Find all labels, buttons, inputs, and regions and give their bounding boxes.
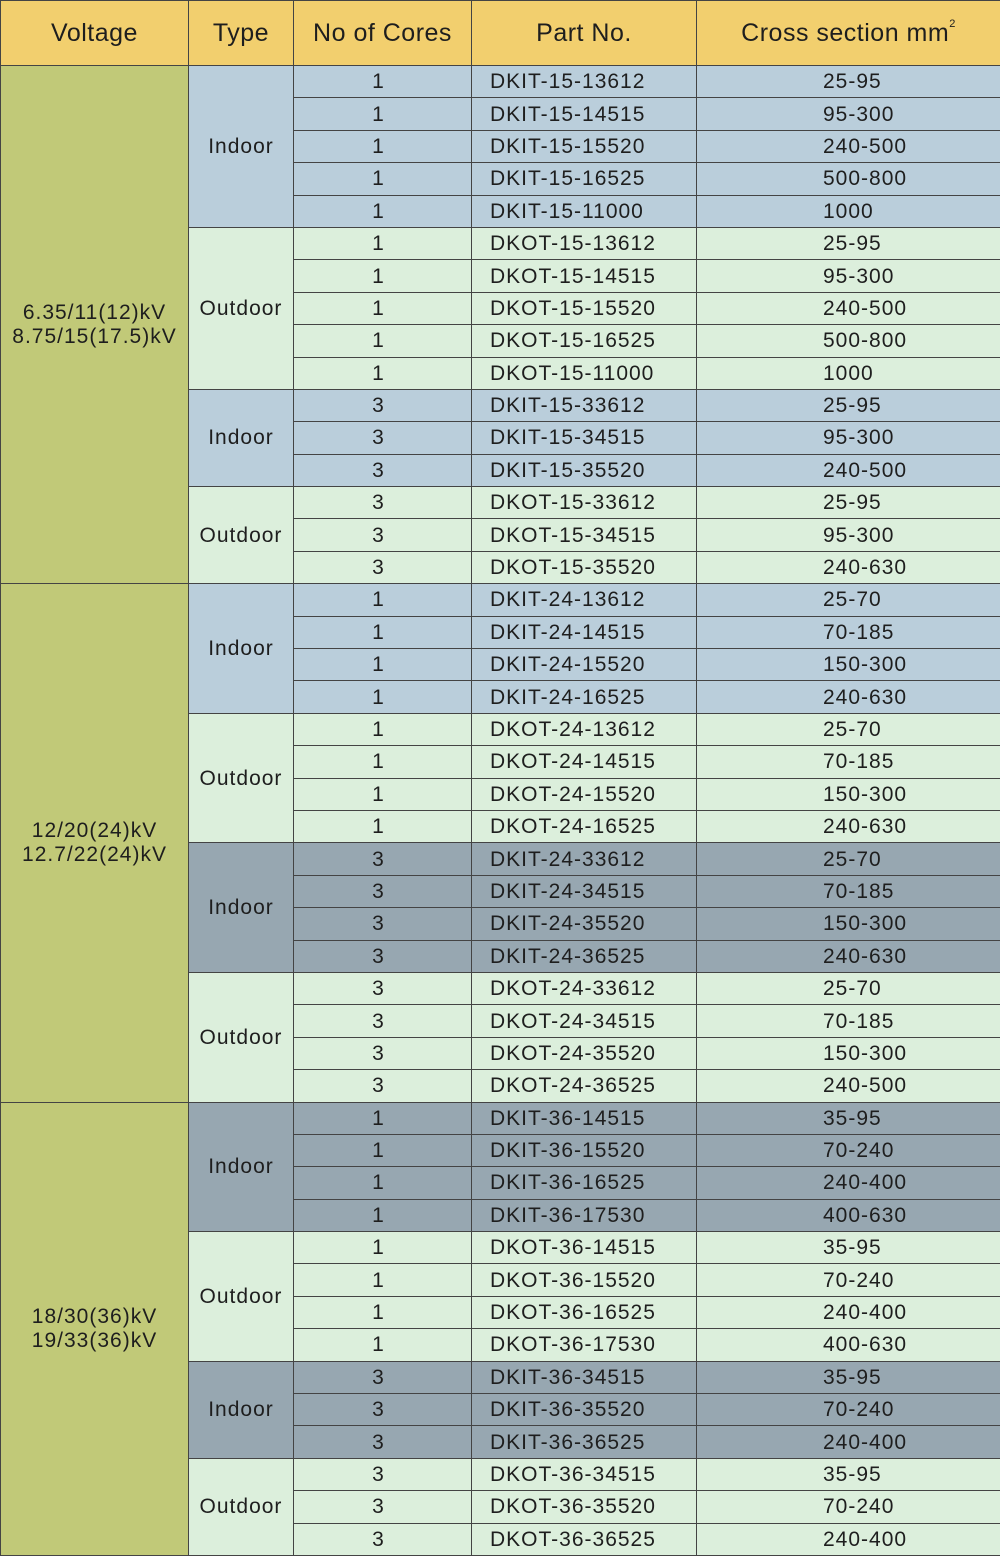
part-number-cell: DKIT-24-14515	[472, 616, 697, 648]
cross-section-cell: 35-95	[697, 1458, 1000, 1490]
cross-section-cell: 35-95	[697, 1361, 1000, 1393]
cores-cell: 3	[294, 1394, 472, 1426]
cores-cell: 1	[294, 163, 472, 195]
cores-cell: 3	[294, 454, 472, 486]
part-number-cell: DKIT-15-13612	[472, 66, 697, 98]
cross-section-cell: 150-300	[697, 649, 1000, 681]
type-cell: Outdoor	[189, 227, 294, 389]
part-number-cell: DKOT-15-16525	[472, 325, 697, 357]
cores-cell: 1	[294, 649, 472, 681]
cores-cell: 1	[294, 195, 472, 227]
voltage-rating-line: 18/30(36)kV	[31, 1304, 158, 1328]
cores-cell: 3	[294, 1005, 472, 1037]
cross-section-cell: 1000	[697, 195, 1000, 227]
type-cell: Indoor	[189, 389, 294, 486]
cross-section-cell: 25-70	[697, 972, 1000, 1004]
part-number-cell: DKOT-36-36525	[472, 1523, 697, 1555]
cores-cell: 3	[294, 519, 472, 551]
cores-cell: 1	[294, 1167, 472, 1199]
part-number-cell: DKIT-15-16525	[472, 163, 697, 195]
cores-cell: 3	[294, 1070, 472, 1102]
part-number-cell: DKOT-24-35520	[472, 1037, 697, 1069]
cross-section-cell: 240-500	[697, 292, 1000, 324]
cores-cell: 3	[294, 875, 472, 907]
type-cell: Indoor	[189, 843, 294, 973]
part-number-cell: DKIT-24-16525	[472, 681, 697, 713]
cross-section-column-header	[697, 1, 1000, 66]
type-cell: Outdoor	[189, 487, 294, 584]
cross-section-cell: 240-500	[697, 454, 1000, 486]
part-number-cell: DKOT-24-34515	[472, 1005, 697, 1037]
part-number-cell: DKIT-15-11000	[472, 195, 697, 227]
cores-cell: 1	[294, 1102, 472, 1134]
cross-section-cell: 35-95	[697, 1102, 1000, 1134]
cores-cell: 3	[294, 389, 472, 421]
type-cell: Indoor	[189, 1361, 294, 1458]
cores-cell: 3	[294, 940, 472, 972]
cores-column-header: No of Cores	[294, 1, 472, 66]
cross-section-cell: 35-95	[697, 1232, 1000, 1264]
cross-section-cell: 500-800	[697, 163, 1000, 195]
table-row	[1, 66, 1000, 98]
cross-section-cell: 150-300	[697, 778, 1000, 810]
part-number-cell: DKOT-36-35520	[472, 1491, 697, 1523]
cores-cell: 1	[294, 713, 472, 745]
cores-cell: 1	[294, 66, 472, 98]
cross-section-cell: 500-800	[697, 325, 1000, 357]
part-number-cell: DKIT-36-35520	[472, 1394, 697, 1426]
part-number-cell: DKOT-15-35520	[472, 551, 697, 583]
cross-section-cell: 150-300	[697, 908, 1000, 940]
voltage-rating-line: 12/20(24)kV	[31, 818, 158, 842]
cross-section-cell: 240-400	[697, 1167, 1000, 1199]
part-number-cell: DKOT-15-34515	[472, 519, 697, 551]
cross-section-cell: 70-240	[697, 1491, 1000, 1523]
cross-section-cell: 25-95	[697, 227, 1000, 259]
cores-cell: 1	[294, 227, 472, 259]
cross-section-cell: 400-630	[697, 1329, 1000, 1361]
cores-cell: 3	[294, 1037, 472, 1069]
cross-section-cell: 25-70	[697, 843, 1000, 875]
cores-cell: 1	[294, 130, 472, 162]
cross-section-cell: 25-95	[697, 389, 1000, 421]
part-number-cell: DKIT-24-35520	[472, 908, 697, 940]
part-number-cell: DKIT-15-34515	[472, 422, 697, 454]
part-number-cell: DKIT-15-14515	[472, 98, 697, 130]
cross-section-cell: 25-70	[697, 713, 1000, 745]
type-column-header: Type	[189, 1, 294, 66]
table-row	[1, 1102, 1000, 1134]
cores-cell: 3	[294, 1458, 472, 1490]
cores-cell: 3	[294, 972, 472, 1004]
part-number-cell: DKOT-24-15520	[472, 778, 697, 810]
part-number-cell: DKIT-36-34515	[472, 1361, 697, 1393]
part-number-cell: DKOT-24-16525	[472, 810, 697, 842]
type-cell: Indoor	[189, 1102, 294, 1232]
cross-section-cell: 70-185	[697, 1005, 1000, 1037]
cross-section-cell: 95-300	[697, 260, 1000, 292]
cross-section-cell: 95-300	[697, 98, 1000, 130]
cores-cell: 1	[294, 584, 472, 616]
part-number-cell: DKOT-15-33612	[472, 487, 697, 519]
cross-section-cell: 400-630	[697, 1199, 1000, 1231]
part-number-cell: DKOT-36-17530	[472, 1329, 697, 1361]
type-cell: Outdoor	[189, 1458, 294, 1555]
part-number-cell: DKOT-36-34515	[472, 1458, 697, 1490]
type-cell: Indoor	[189, 66, 294, 228]
type-cell: Outdoor	[189, 1232, 294, 1362]
cores-cell: 1	[294, 260, 472, 292]
part-number-cell: DKOT-24-33612	[472, 972, 697, 1004]
cross-section-cell: 150-300	[697, 1037, 1000, 1069]
part-number-cell: DKIT-15-33612	[472, 389, 697, 421]
cores-cell: 1	[294, 325, 472, 357]
cross-section-cell: 25-70	[697, 584, 1000, 616]
cores-cell: 1	[294, 1264, 472, 1296]
cross-section-cell: 70-240	[697, 1264, 1000, 1296]
part-number-cell: DKIT-15-35520	[472, 454, 697, 486]
voltage-rating-line: 19/33(36)kV	[31, 1328, 158, 1352]
part-number-cell: DKIT-36-14515	[472, 1102, 697, 1134]
part-number-cell: DKIT-36-17530	[472, 1199, 697, 1231]
cross-section-cell: 240-630	[697, 681, 1000, 713]
part-number-cell: DKIT-24-33612	[472, 843, 697, 875]
voltage-rating-line: 8.75/15(17.5)kV	[12, 324, 177, 348]
cross-section-cell: 25-95	[697, 487, 1000, 519]
voltage-column-header: Voltage	[1, 1, 189, 66]
cores-cell: 1	[294, 746, 472, 778]
part-number-column-header: Part No.	[472, 1, 697, 66]
part-number-cell: DKOT-15-14515	[472, 260, 697, 292]
cores-cell: 1	[294, 1329, 472, 1361]
cores-cell: 3	[294, 1361, 472, 1393]
cores-cell: 1	[294, 1199, 472, 1231]
cross-section-cell: 240-630	[697, 940, 1000, 972]
cross-section-cell: 95-300	[697, 422, 1000, 454]
part-number-cell: DKOT-36-15520	[472, 1264, 697, 1296]
cores-cell: 3	[294, 487, 472, 519]
type-cell: Indoor	[189, 584, 294, 714]
cores-cell: 3	[294, 551, 472, 583]
cores-cell: 1	[294, 98, 472, 130]
part-number-cell: DKIT-24-13612	[472, 584, 697, 616]
cores-cell: 1	[294, 778, 472, 810]
cross-section-cell: 70-240	[697, 1134, 1000, 1166]
cross-section-cell: 240-400	[697, 1296, 1000, 1328]
voltage-cell	[1, 584, 189, 1102]
cross-section-header-superscript: 2	[949, 18, 956, 30]
part-number-cell: DKIT-15-15520	[472, 130, 697, 162]
cores-cell: 1	[294, 292, 472, 324]
part-number-cell: DKOT-36-16525	[472, 1296, 697, 1328]
cross-section-cell: 25-95	[697, 66, 1000, 98]
part-number-cell: DKIT-24-15520	[472, 649, 697, 681]
table-body	[1, 66, 1000, 1556]
part-number-cell: DKOT-24-14515	[472, 746, 697, 778]
cores-cell: 3	[294, 422, 472, 454]
part-number-cell: DKIT-24-34515	[472, 875, 697, 907]
cross-section-cell: 240-630	[697, 551, 1000, 583]
voltage-rating-line: 6.35/11(12)kV	[22, 300, 167, 324]
cross-section-cell: 1000	[697, 357, 1000, 389]
part-number-cell: DKOT-15-11000	[472, 357, 697, 389]
part-number-cell: DKOT-15-13612	[472, 227, 697, 259]
cores-cell: 1	[294, 1232, 472, 1264]
cross-section-cell: 240-400	[697, 1426, 1000, 1458]
cores-cell: 1	[294, 1134, 472, 1166]
cross-section-cell: 240-500	[697, 1070, 1000, 1102]
voltage-cell	[1, 1102, 189, 1555]
part-number-cell: DKIT-36-16525	[472, 1167, 697, 1199]
voltage-cell	[1, 66, 189, 584]
cores-cell: 1	[294, 810, 472, 842]
cross-section-header-label: Cross section mm	[741, 19, 950, 47]
part-number-cell: DKIT-24-36525	[472, 940, 697, 972]
cross-section-cell: 240-500	[697, 130, 1000, 162]
header-row	[1, 1, 1000, 66]
part-number-cell: DKOT-24-13612	[472, 713, 697, 745]
part-number-cell: DKOT-24-36525	[472, 1070, 697, 1102]
cores-cell: 3	[294, 1523, 472, 1555]
cross-section-cell: 70-240	[697, 1394, 1000, 1426]
part-number-cell: DKOT-15-15520	[472, 292, 697, 324]
cores-cell: 3	[294, 1426, 472, 1458]
cores-cell: 1	[294, 616, 472, 648]
table-row	[1, 584, 1000, 616]
part-number-cell: DKOT-36-14515	[472, 1232, 697, 1264]
cores-cell: 1	[294, 1296, 472, 1328]
part-number-cell: DKIT-36-15520	[472, 1134, 697, 1166]
cross-section-cell: 95-300	[697, 519, 1000, 551]
cores-cell: 3	[294, 908, 472, 940]
cross-section-cell: 240-630	[697, 810, 1000, 842]
cross-section-cell: 70-185	[697, 746, 1000, 778]
cores-cell: 1	[294, 357, 472, 389]
cross-section-cell: 70-185	[697, 875, 1000, 907]
part-number-cell: DKIT-36-36525	[472, 1426, 697, 1458]
voltage-rating-line: 12.7/22(24)kV	[22, 842, 167, 866]
type-cell: Outdoor	[189, 972, 294, 1102]
cores-cell: 3	[294, 1491, 472, 1523]
type-cell: Outdoor	[189, 713, 294, 843]
cross-section-cell: 70-185	[697, 616, 1000, 648]
cross-section-cell: 240-400	[697, 1523, 1000, 1555]
cores-cell: 1	[294, 681, 472, 713]
cores-cell: 3	[294, 843, 472, 875]
